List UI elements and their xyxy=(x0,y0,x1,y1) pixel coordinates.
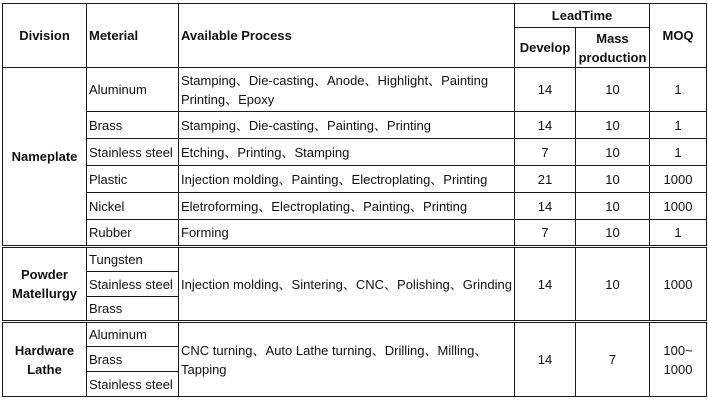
material-cell: Aluminum xyxy=(87,68,179,112)
table-row xyxy=(3,220,707,247)
moq-cell: 1 xyxy=(650,112,707,139)
develop-cell: 14 xyxy=(515,322,576,397)
moq-cell: 1 xyxy=(650,68,707,112)
header-develop: Develop xyxy=(515,28,576,68)
moq-cell: 1 xyxy=(650,220,707,247)
develop-cell: 7 xyxy=(515,220,576,247)
table-row xyxy=(3,112,707,139)
mass-cell: 10 xyxy=(576,247,650,322)
process-cell: CNC turning、Auto Lathe turning、Drilling、Milling、Tapping xyxy=(179,322,515,397)
header-division: Division xyxy=(3,4,87,68)
process-cell: Stamping、Die-casting、Anode、Highlight、Painting Printing、Epoxy xyxy=(179,68,515,112)
header-mass-production: Mass production xyxy=(576,28,650,68)
moq-cell: 1000 xyxy=(650,193,707,220)
develop-cell: 14 xyxy=(515,112,576,139)
process-cell: Injection molding、Painting、Electroplating、Printing xyxy=(179,166,515,193)
mass-cell: 10 xyxy=(576,68,650,112)
header-moq: MOQ xyxy=(650,4,707,68)
mass-cell: 10 xyxy=(576,220,650,247)
develop-cell: 14 xyxy=(515,193,576,220)
table-row xyxy=(3,322,707,347)
develop-cell: 14 xyxy=(515,68,576,112)
table-row xyxy=(3,193,707,220)
material-cell: Brass xyxy=(87,297,179,322)
process-cell: Injection molding、Sintering、CNC、Polishing、Grinding xyxy=(179,247,515,322)
process-cell: Eletroforming、Electroplating、Painting、Printing xyxy=(179,193,515,220)
table-row xyxy=(3,166,707,193)
header-process: Available Process xyxy=(179,4,515,68)
mass-cell: 10 xyxy=(576,112,650,139)
material-cell: Brass xyxy=(87,347,179,372)
process-cell: Stamping、Die-casting、Painting、Printing xyxy=(179,112,515,139)
table-row xyxy=(3,247,707,272)
develop-cell: 14 xyxy=(515,247,576,322)
material-cell: Stainless steel xyxy=(87,272,179,297)
table-row xyxy=(3,68,707,112)
material-cell: Nickel xyxy=(87,193,179,220)
mass-cell: 10 xyxy=(576,166,650,193)
header-material: Meterial xyxy=(87,4,179,68)
material-cell: Plastic xyxy=(87,166,179,193)
material-cell: Rubber xyxy=(87,220,179,247)
mass-cell: 10 xyxy=(576,193,650,220)
material-cell: Aluminum xyxy=(87,322,179,347)
process-table xyxy=(2,3,707,397)
material-cell: Stainless steel xyxy=(87,372,179,397)
process-cell: Forming xyxy=(179,220,515,247)
develop-cell: 21 xyxy=(515,166,576,193)
develop-cell: 7 xyxy=(515,139,576,166)
division-cell: Hardware Lathe xyxy=(3,322,87,397)
material-cell: Stainless steel xyxy=(87,139,179,166)
material-cell: Brass xyxy=(87,112,179,139)
moq-cell: 1000 xyxy=(650,247,707,322)
mass-cell: 10 xyxy=(576,139,650,166)
material-cell: Tungsten xyxy=(87,247,179,272)
process-cell: Etching、Printing、Stamping xyxy=(179,139,515,166)
division-cell: Nameplate xyxy=(3,68,87,247)
moq-cell: 1000 xyxy=(650,166,707,193)
division-cell: Powder Matellurgy xyxy=(3,247,87,322)
mass-cell: 7 xyxy=(576,322,650,397)
moq-cell: 1 xyxy=(650,139,707,166)
moq-cell: 100~ 1000 xyxy=(650,322,707,397)
header-leadtime: LeadTime xyxy=(515,4,650,28)
table-row xyxy=(3,139,707,166)
